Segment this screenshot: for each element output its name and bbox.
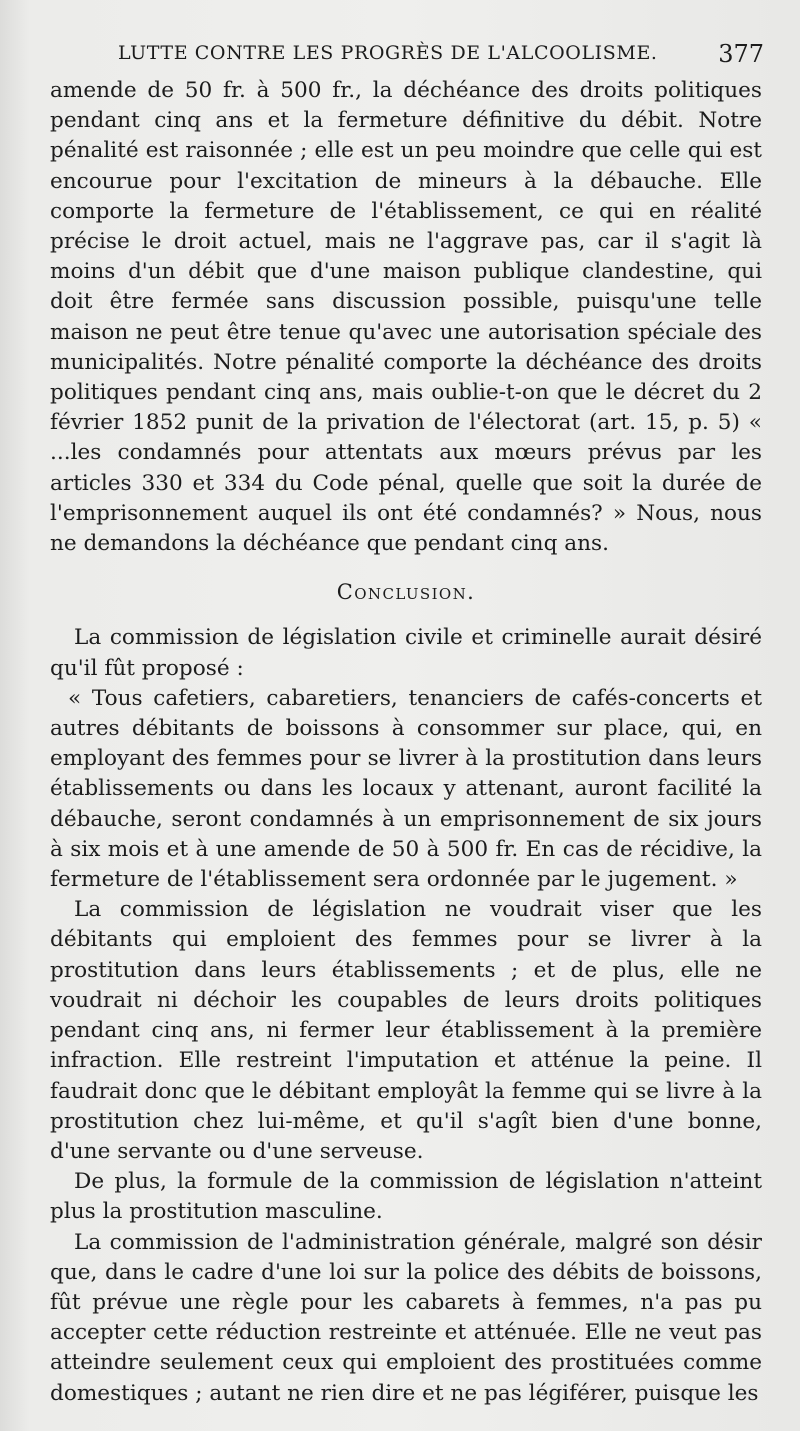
paragraph: La commission de l'administration générale, malgré son désir que, dans le cadre d'une loi sur la police des débits de boissons, fût prévue une règle pour les cabarets à femmes, n'a pas pu accepter cette réduction restreinte et atténuée. Elle ne veut pas atteindre seulement ceux qui emploient des prostituées comme domestiques ; autant ne rien dire et ne pas légiférer, puisque les (50, 1229, 762, 1406)
paragraph: La commission de législation ne voudrait viser que les débitants qui emploient des femmes pour se livrer à la prostitution dans leurs établissements ; et de plus, elle ne voudrait ni déchoir les coupables de leurs droits politiques pendant cinq ans, ni fermer leur établissement à la première infraction. Elle restreint l'imputation et atténue la peine. Il faudrait donc que le débitant employât la femme qui se livre à la prostitution chez lui-même, et qu'il s'agît bien d'une bonne, d'une servante ou d'une serveuse. (50, 897, 762, 1164)
page-number: 377 (718, 40, 764, 68)
paragraph: De plus, la formule de la commission de législation n'atteint plus la prostitution masculine. (50, 1169, 762, 1225)
quoted-proposal: « Tous cafetiers, cabaretiers, tenanciers de cafés-concerts et autres débitants de boissons à consommer sur place, qui, en employant des femmes pour se livrer à la prostitution dans leurs établissements ou dans les locaux y attenant, auront facilité la débauche, seront condamnés à un emprisonnement de six jours à six mois et à une amende de 50 à 500 fr. En cas de récidive, la fermeture de l'établissement sera ordonnée par le jugement. » (50, 685, 762, 893)
page-body (50, 76, 762, 1409)
running-header (118, 40, 770, 68)
paragraph: La commission de législation civile et criminelle aurait désiré qu'il fût proposé : (50, 625, 762, 681)
paragraph-continued: amende de 50 fr. à 500 fr., la déchéance des droits politiques pendant cinq ans et la fermeture définitive du débit. Notre pénalité est raisonnée ; elle est un peu moindre que celle qui est encourue pour l'excitation de mineurs à la débauche. Elle comporte la fermeture de l'établissement, ce qui en réalité précise le droit actuel, mais ne l'aggrave pas, car il s'agit là moins d'un débit que d'une maison publique clandestine, qui doit être fermée sans discussion possible, puisqu'une telle maison ne peut être tenue qu'avec une autorisation spéciale des municipalités. Notre pénalité comporte la déchéance des droits politiques pendant cinq ans, mais oublie-t-on que le décret du 2 février 1852 punit de la privation de l'électorat (art. 15, p. 5) « ...les condamnés pour attentats aux mœurs prévus par les articles 330 et 334 du Code pénal, quelle que soit la durée de l'emprisonnement auquel ils ont été condamnés? » Nous, nous ne demandons la déchéance que pendant cinq ans. (50, 78, 762, 557)
section-heading: Conclusion. (336, 580, 476, 605)
running-title: LUTTE CONTRE LES PROGRÈS DE L'ALCOOLISME. (118, 42, 658, 64)
